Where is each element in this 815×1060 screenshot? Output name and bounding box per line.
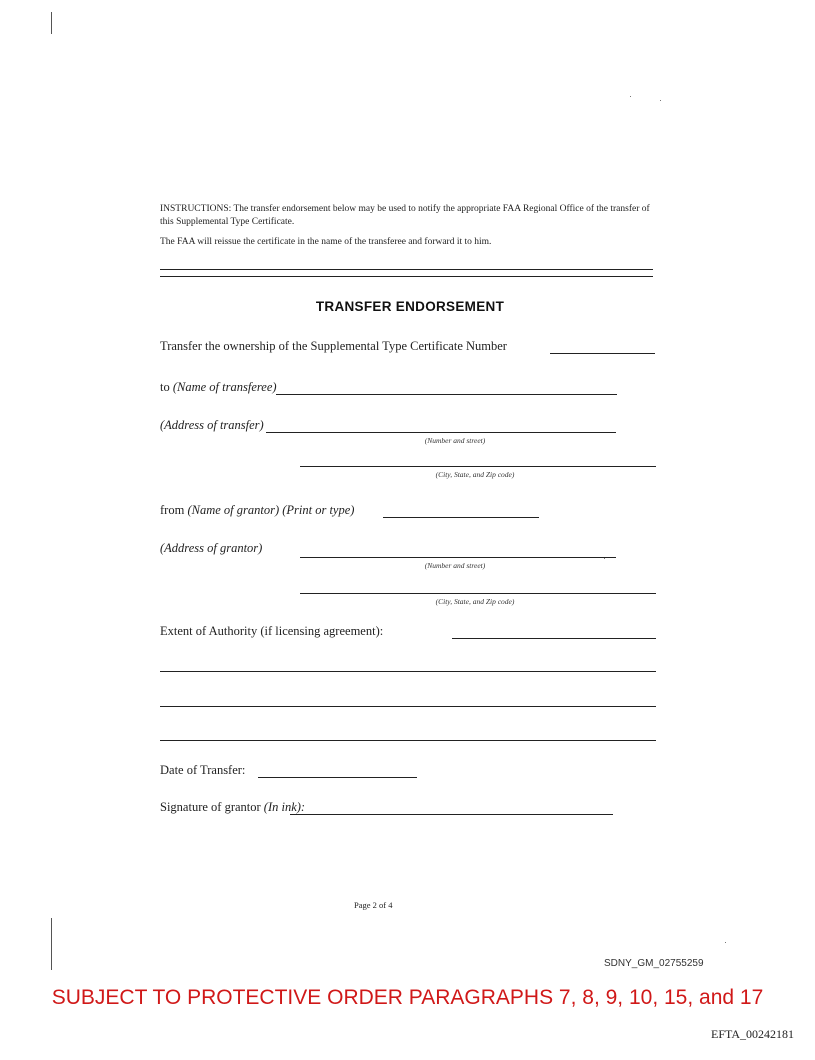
- bates-number: SDNY_GM_02755259: [604, 958, 704, 969]
- grantor-address-label: (Address of grantor): [160, 541, 263, 555]
- transfer-street-caption: (Number and street): [424, 436, 486, 445]
- grantor-city-field[interactable]: [300, 593, 656, 594]
- efta-number: EFTA_00242181: [711, 1027, 795, 1041]
- scan-edge-mark: [51, 12, 52, 34]
- signature-label-text: Signature of grantor: [160, 800, 264, 814]
- protective-order-stamp: SUBJECT TO PROTECTIVE ORDER PARAGRAPHS 7, 8, 9, 10, 15, and 17: [51, 986, 764, 1009]
- transferee-name-field[interactable]: [276, 394, 617, 395]
- date-field[interactable]: [258, 777, 417, 778]
- authority-field-line[interactable]: [160, 706, 656, 707]
- instructions-note: The FAA will reissue the certificate in the name of the transferee and forward it to him.: [160, 237, 492, 247]
- grantor-name-field[interactable]: [383, 517, 539, 518]
- stc-number-field[interactable]: [550, 353, 655, 354]
- authority-field-line[interactable]: [160, 740, 656, 741]
- transfer-city-caption: (City, State, and Zip code): [435, 470, 515, 479]
- authority-field-line[interactable]: [452, 638, 656, 639]
- scan-speck: [630, 96, 631, 97]
- instructions-text: INSTRUCTIONS: The transfer endorsement below may be used to notify the appropriate FAA Regional Office of the transfer of this Supplemental Type Certificate.: [160, 204, 650, 227]
- page-number: Page 2 of 4: [354, 900, 393, 910]
- grantor-street-field[interactable]: [300, 557, 616, 558]
- separator-rule: [160, 269, 653, 270]
- form-heading: TRANSFER ENDORSEMENT: [315, 299, 505, 314]
- grantor-city-caption: (City, State, and Zip code): [435, 597, 515, 606]
- grantor-label-text: (Name of grantor) (Print or type): [187, 503, 355, 517]
- transferee-prefix: to: [160, 380, 173, 394]
- date-label: Date of Transfer:: [160, 763, 246, 777]
- scan-speck: [604, 558, 605, 559]
- grantor-label: [160, 503, 354, 518]
- transfer-city-field[interactable]: [300, 466, 656, 467]
- scan-edge-mark: [51, 918, 52, 970]
- stc-number-label: Transfer the ownership of the Supplemental Type Certificate Number: [160, 339, 507, 353]
- signature-label: [160, 800, 305, 815]
- authority-field-line[interactable]: [160, 671, 656, 672]
- grantor-prefix: from: [160, 503, 188, 517]
- transfer-address-label: (Address of transfer): [160, 418, 264, 432]
- separator-rule: [160, 276, 653, 277]
- transferee-label: [160, 380, 277, 395]
- transfer-street-field[interactable]: [266, 432, 616, 433]
- scan-speck: [660, 100, 661, 101]
- transferee-label-text: (Name of transferee): [172, 380, 277, 394]
- signature-note: (In ink):: [263, 800, 306, 814]
- authority-label: Extent of Authority (if licensing agreement):: [160, 624, 384, 638]
- grantor-street-caption: (Number and street): [424, 561, 486, 570]
- scan-speck: [725, 942, 726, 943]
- signature-field[interactable]: [290, 814, 613, 815]
